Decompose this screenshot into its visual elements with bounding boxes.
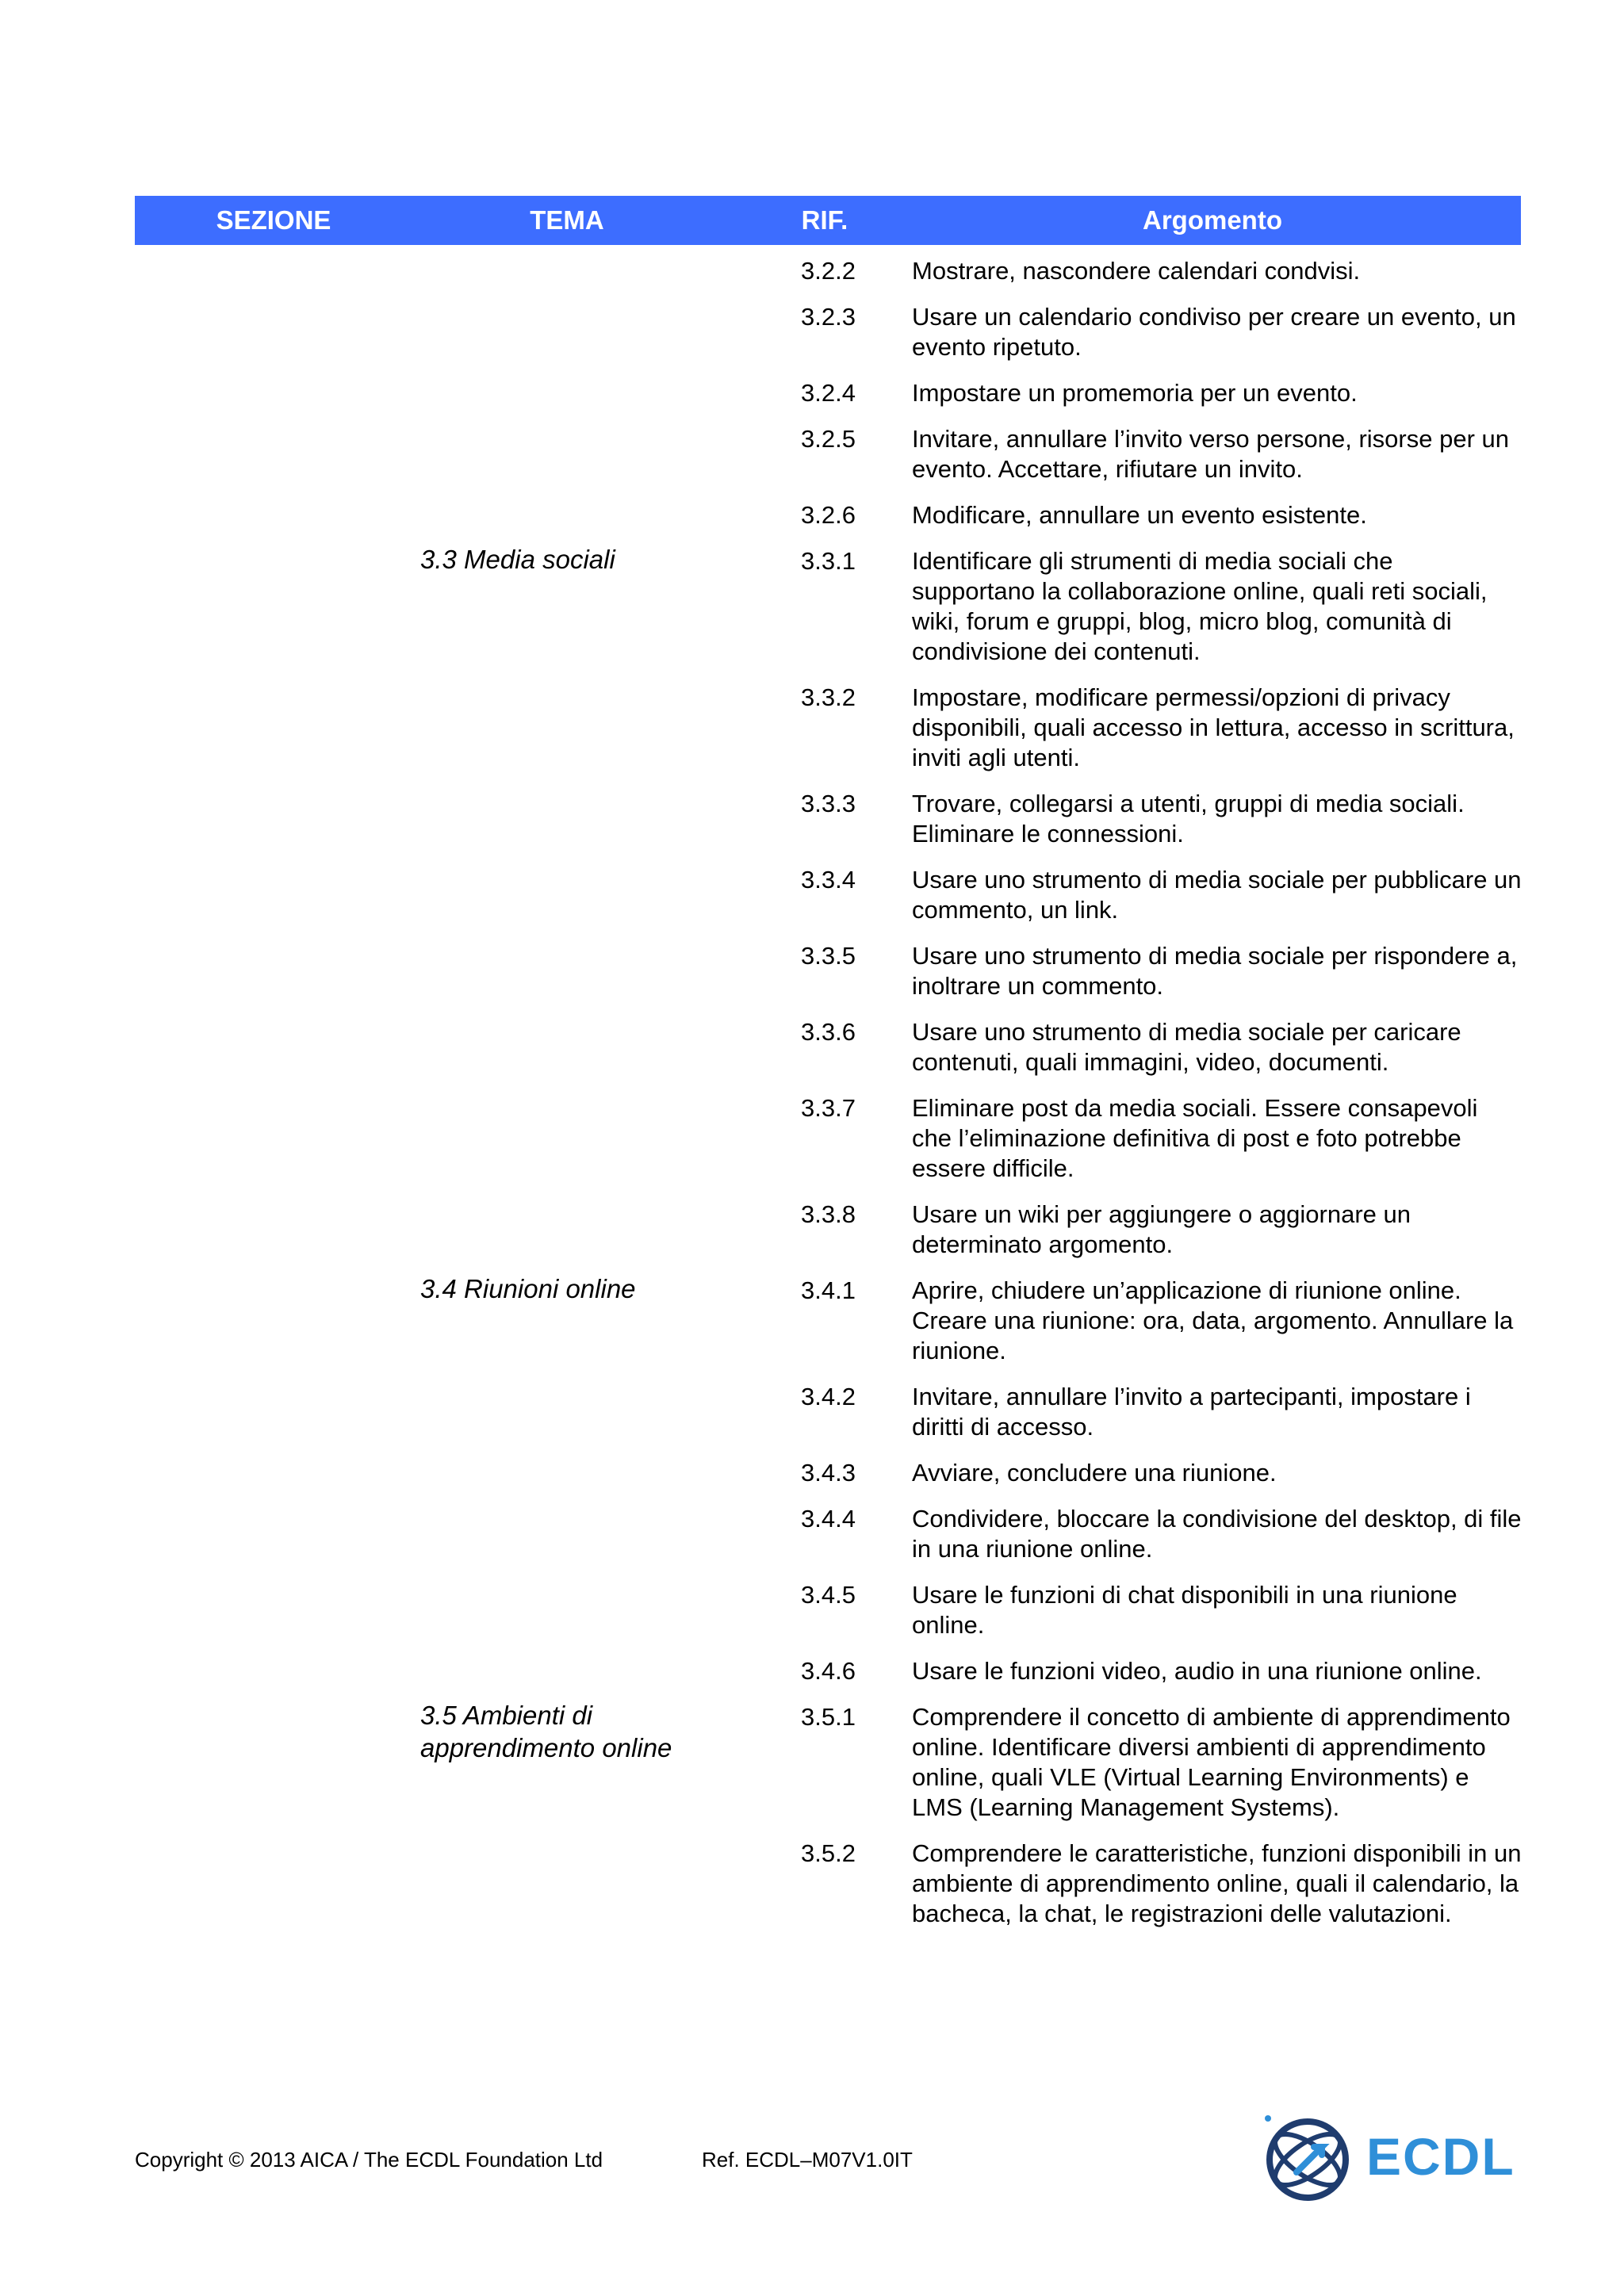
footer-reference: Ref. ECDL–M07V1.0IT	[702, 2148, 913, 2172]
row-argomento: Comprendere le caratteristiche, funzioni disponibili in un ambiente di apprendimento online, quali il calendario, la bacheca, la chat, le registrazioni delle valutazioni.	[912, 1839, 1522, 1927]
logo-text: ECDL	[1366, 2127, 1515, 2186]
row-rif: 3.3.1	[801, 547, 856, 575]
row-rif: 3.2.5	[801, 425, 856, 453]
row-rif: 3.4.1	[801, 1276, 856, 1304]
table-row	[135, 1006, 1521, 1082]
row-rif: 3.5.2	[801, 1839, 856, 1867]
row-rif: 3.5.1	[801, 1703, 856, 1731]
table-row	[135, 367, 1521, 413]
row-tema: 3.5 Ambienti di apprendimento online	[420, 1701, 672, 1762]
table-row	[135, 535, 1521, 672]
row-rif: 3.3.4	[801, 866, 856, 894]
row-argomento: Eliminare post da media sociali. Essere consapevoli che l’eliminazione definitiva di post e foto potrebbe essere difficile.	[912, 1094, 1478, 1182]
row-argomento: Usare un calendario condiviso per creare un evento, un evento ripetuto.	[912, 303, 1516, 361]
table-row	[135, 1265, 1521, 1371]
row-argomento: Identificare gli strumenti di media sociali che supportano la collaborazione online, quali reti sociali, wiki, forum e gruppi, blog, micro blog, comunità di condivisione dei contenuti.	[912, 547, 1488, 665]
row-rif: 3.3.3	[801, 790, 856, 817]
row-argomento: Usare uno strumento di media sociale per rispondere a, inoltrare un commento.	[912, 942, 1518, 1000]
row-argomento: Usare uno strumento di media sociale per caricare contenuti, quali immagini, video, documenti.	[912, 1018, 1461, 1076]
row-argomento: Comprendere il concetto di ambiente di apprendimento online. Identificare diversi ambienti di apprendimento online, quali VLE (Virtual Learning Environments) e LMS (Learning Management Systems).	[912, 1703, 1511, 1821]
table-row	[135, 930, 1521, 1006]
ecdl-logo	[1257, 2107, 1515, 2210]
row-argomento: Impostare, modificare permessi/opzioni di privacy disponibili, quali accesso in lettura, accesso in scrittura, inviti agli utenti.	[912, 683, 1515, 771]
header-sezione: SEZIONE	[216, 205, 331, 235]
globe-arrow-icon	[1257, 2107, 1360, 2210]
table-row	[135, 291, 1521, 367]
row-argomento: Usare uno strumento di media sociale per pubblicare un commento, un link.	[912, 866, 1522, 924]
table-row	[135, 1691, 1521, 1827]
header-rif: RIF.	[801, 205, 848, 235]
row-argomento: Usare le funzioni video, audio in una riunione online.	[912, 1657, 1482, 1685]
row-argomento: Invitare, annullare l’invito verso persone, risorse per un evento. Accettare, rifiutare un invito.	[912, 425, 1509, 483]
footer-copyright: Copyright © 2013 AICA / The ECDL Foundation Ltd	[135, 2148, 603, 2172]
row-argomento: Usare le funzioni di chat disponibili in una riunione online.	[912, 1581, 1457, 1639]
table-row	[135, 672, 1521, 778]
row-rif: 3.3.8	[801, 1200, 856, 1228]
row-tema: 3.4 Riunioni online	[420, 1274, 636, 1303]
row-argomento: Modificare, annullare un evento esistente.	[912, 501, 1367, 529]
table-row	[135, 1569, 1521, 1645]
table-row	[135, 489, 1521, 535]
row-rif: 3.3.2	[801, 683, 856, 711]
table-row	[135, 245, 1521, 291]
table-header	[135, 196, 1521, 245]
row-rif: 3.2.2	[801, 257, 856, 285]
table-row	[135, 1188, 1521, 1265]
row-rif: 3.3.5	[801, 942, 856, 970]
header-argomento: Argomento	[1143, 205, 1282, 235]
row-rif: 3.4.3	[801, 1459, 856, 1487]
header-tema: TEMA	[530, 205, 604, 235]
row-rif: 3.2.3	[801, 303, 856, 331]
table-row	[135, 854, 1521, 930]
table-row	[135, 1371, 1521, 1447]
row-argomento: Trovare, collegarsi a utenti, gruppi di media sociali. Eliminare le connessioni.	[912, 790, 1465, 848]
table-row	[135, 1493, 1521, 1569]
table-row	[135, 413, 1521, 489]
row-rif: 3.3.7	[801, 1094, 856, 1122]
table-row	[135, 1645, 1521, 1691]
row-rif: 3.2.4	[801, 379, 856, 407]
table-row	[135, 1447, 1521, 1493]
row-rif: 3.2.6	[801, 501, 856, 529]
row-tema: 3.3 Media sociali	[420, 545, 615, 574]
row-argomento: Condividere, bloccare la condivisione del desktop, di file in una riunione online.	[912, 1505, 1522, 1563]
row-argomento: Aprire, chiudere un’applicazione di riunione online. Creare una riunione: ora, data, argomento. Annullare la riunione.	[912, 1276, 1514, 1364]
row-argomento: Avviare, concludere una riunione.	[912, 1459, 1277, 1487]
row-argomento: Impostare un promemoria per un evento.	[912, 379, 1358, 407]
table-row	[135, 1082, 1521, 1188]
table-row	[135, 1827, 1521, 1934]
row-rif: 3.4.4	[801, 1505, 856, 1533]
row-rif: 3.4.2	[801, 1383, 856, 1410]
row-argomento: Mostrare, nascondere calendari condvisi.	[912, 257, 1361, 285]
row-rif: 3.3.6	[801, 1018, 856, 1046]
row-argomento: Invitare, annullare l’invito a partecipanti, impostare i diritti di accesso.	[912, 1383, 1471, 1441]
row-argomento: Usare un wiki per aggiungere o aggiornare un determinato argomento.	[912, 1200, 1411, 1258]
table-body	[135, 245, 1521, 1934]
row-rif: 3.4.6	[801, 1657, 856, 1685]
row-rif: 3.4.5	[801, 1581, 856, 1609]
table-row	[135, 778, 1521, 854]
